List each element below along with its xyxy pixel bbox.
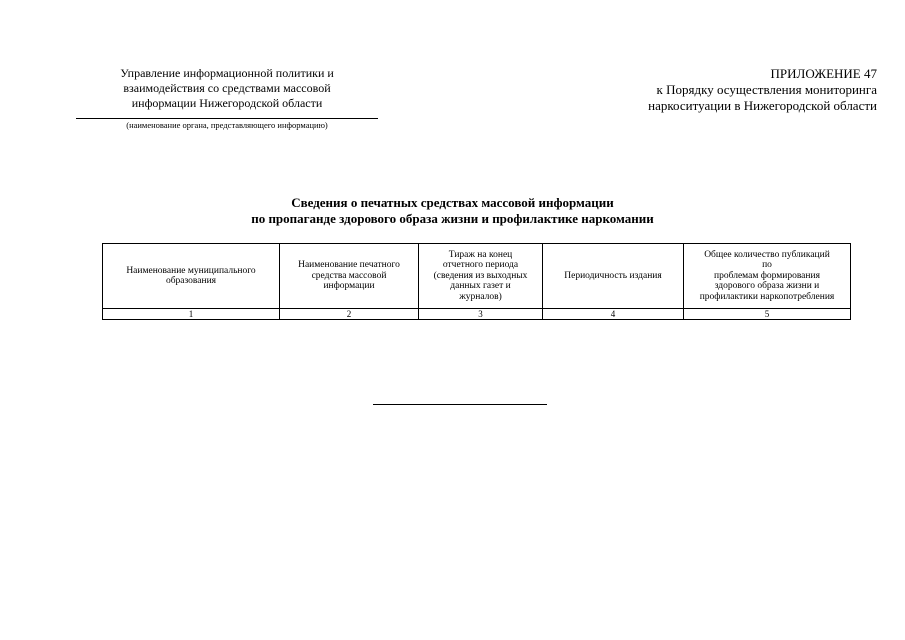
- organization-caption: (наименование органа, представляющего информацию): [126, 120, 328, 130]
- header-text: средства массовой: [311, 270, 387, 281]
- header-text: образования: [165, 276, 217, 286]
- header-text: информации: [323, 281, 375, 292]
- header-text: отчетного периода: [442, 260, 519, 271]
- header-text: здорового образа жизни и: [714, 281, 820, 292]
- organization-name-line-1: Управление информационной политики и: [120, 66, 334, 80]
- footer-divider: [373, 404, 547, 405]
- appendix-block: [557, 66, 877, 114]
- document-title: [0, 195, 905, 227]
- column-number-row: [103, 309, 851, 320]
- column-number: 1: [103, 309, 280, 320]
- header-text: Тираж на конец: [448, 249, 513, 260]
- header-periodicity: [543, 244, 684, 309]
- header-text: журналов): [459, 291, 502, 302]
- title-line-1: Сведения о печатных средствах массовой информации: [291, 195, 614, 210]
- header-text: Общее количество публикаций: [704, 249, 830, 260]
- header-text: Наименование печатного: [298, 260, 400, 271]
- report-table: [102, 243, 851, 320]
- header-municipality: [103, 244, 280, 309]
- organization-underline: [76, 118, 378, 119]
- column-number: 2: [280, 309, 419, 320]
- appendix-line-3: наркоситуации в Нижегородской области: [648, 98, 877, 113]
- header-text: проблемам формирования: [714, 270, 820, 281]
- header-print-media-name: [280, 244, 419, 309]
- title-line-2: по пропаганде здорового образа жизни и профилактике наркомании: [251, 211, 654, 226]
- header-text: Периодичность издания: [564, 270, 662, 281]
- header-text: профилактики наркопотребления: [699, 291, 835, 302]
- header-publications-count: [684, 244, 851, 309]
- header-text: (сведения из выходных: [433, 270, 528, 281]
- header-text: Наименование муниципального: [126, 265, 256, 276]
- organization-name-line-3: информации Нижегородской области: [131, 96, 323, 110]
- header-text: данных газет и: [450, 281, 511, 292]
- organization-name-line-2: взаимодействия со средствами массовой: [123, 81, 331, 95]
- appendix-line-1: ПРИЛОЖЕНИЕ 47: [770, 66, 877, 81]
- column-number: 5: [684, 309, 851, 320]
- organization-block: [76, 66, 378, 131]
- column-number: 3: [419, 309, 543, 320]
- table-header-row: [103, 244, 851, 309]
- header-circulation: [419, 244, 543, 309]
- column-number: 4: [543, 309, 684, 320]
- header-text: по: [762, 260, 772, 271]
- appendix-line-2: к Порядку осуществления мониторинга: [656, 82, 877, 97]
